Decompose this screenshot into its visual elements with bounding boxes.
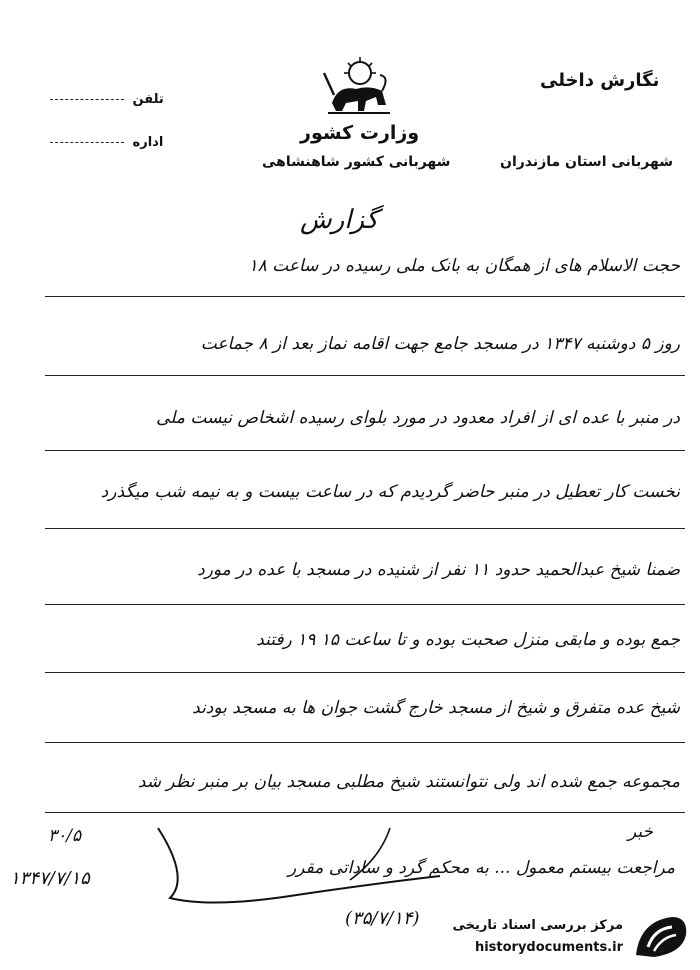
ruled-line <box>45 742 685 743</box>
ruled-line <box>45 604 685 605</box>
bottom-reference: (۳۵/۷/۱۴) <box>345 908 420 929</box>
body-line-8: مجموعه جمع شده اند ولی نتوانستند شیخ مطلبی مسجد بیان بر منبر نظر شد <box>137 772 680 792</box>
ministry-title: وزارت کشور <box>300 122 420 144</box>
body-line-6: جمع بوده و مابقی منزل صحبت بوده و تا ساعت ۱۵ ۱۹ رفتند <box>256 630 680 650</box>
reference-date: ۱۳۴۷/۷/۱۵ <box>10 868 90 889</box>
national-police-label: شهربانی کشور شاهنشاهی <box>262 154 451 170</box>
form-title: نگارش داخلی <box>540 70 660 91</box>
ruled-line <box>45 812 685 813</box>
department-field <box>50 135 163 150</box>
watermark-title: مرکز بررسی اسناد تاریخی <box>452 918 623 933</box>
lion-and-sun-emblem-icon <box>318 55 398 117</box>
body-line-5: ضمنا شیخ عبدالحمید حدود ۱۱ نفر از شنیده در مسجد با عده در مورد <box>197 560 680 580</box>
report-heading: گزارش <box>300 205 379 235</box>
body-line-4: نخست کار تعطیل در منبر حاضر گردیدم که در ساعت بیست و به نیمه شب میگذرد <box>100 482 680 502</box>
phone-label: تلفن <box>132 92 164 107</box>
body-line-3: در منبر با عده ای از افراد معدود در مورد بلوای رسیده اشخاص نیست ملی <box>156 408 680 428</box>
reference-number: ۳۰/۵ <box>48 826 82 846</box>
governorate-label: شهربانی استان مازندران <box>500 154 674 170</box>
referral-note: مراجعت بیستم معمول ... به محکم گرد و ساداتی مقرر <box>288 858 675 878</box>
body-line-7: شیخ عده متفرق و شیخ از مسجد خارج گشت جوان ها به مسجد بودند <box>192 698 680 718</box>
ruled-line <box>45 672 685 673</box>
signature-stroke-icon <box>150 818 450 913</box>
ruled-line <box>45 375 685 376</box>
body-line-2: روز ۵ دوشنبه ۱۳۴۷ در مسجد جامع جهت اقامه نماز بعد از ۸ جماعت <box>200 334 680 354</box>
phone-blank-line <box>50 99 124 100</box>
ruled-line <box>45 296 685 297</box>
ruled-line <box>45 528 685 529</box>
archive-watermark <box>440 908 695 963</box>
archive-logo-icon <box>630 913 690 961</box>
phone-field <box>50 92 164 107</box>
watermark-url: historydocuments.ir <box>474 940 623 955</box>
note-word: خبر <box>628 822 654 842</box>
department-blank-line <box>50 142 124 143</box>
ruled-line <box>45 450 685 451</box>
body-line-1: حجت الاسلام های از همگان به بانک ملی رسیده در ساعت ۱۸ <box>248 256 680 276</box>
department-label: اداره <box>132 135 164 150</box>
